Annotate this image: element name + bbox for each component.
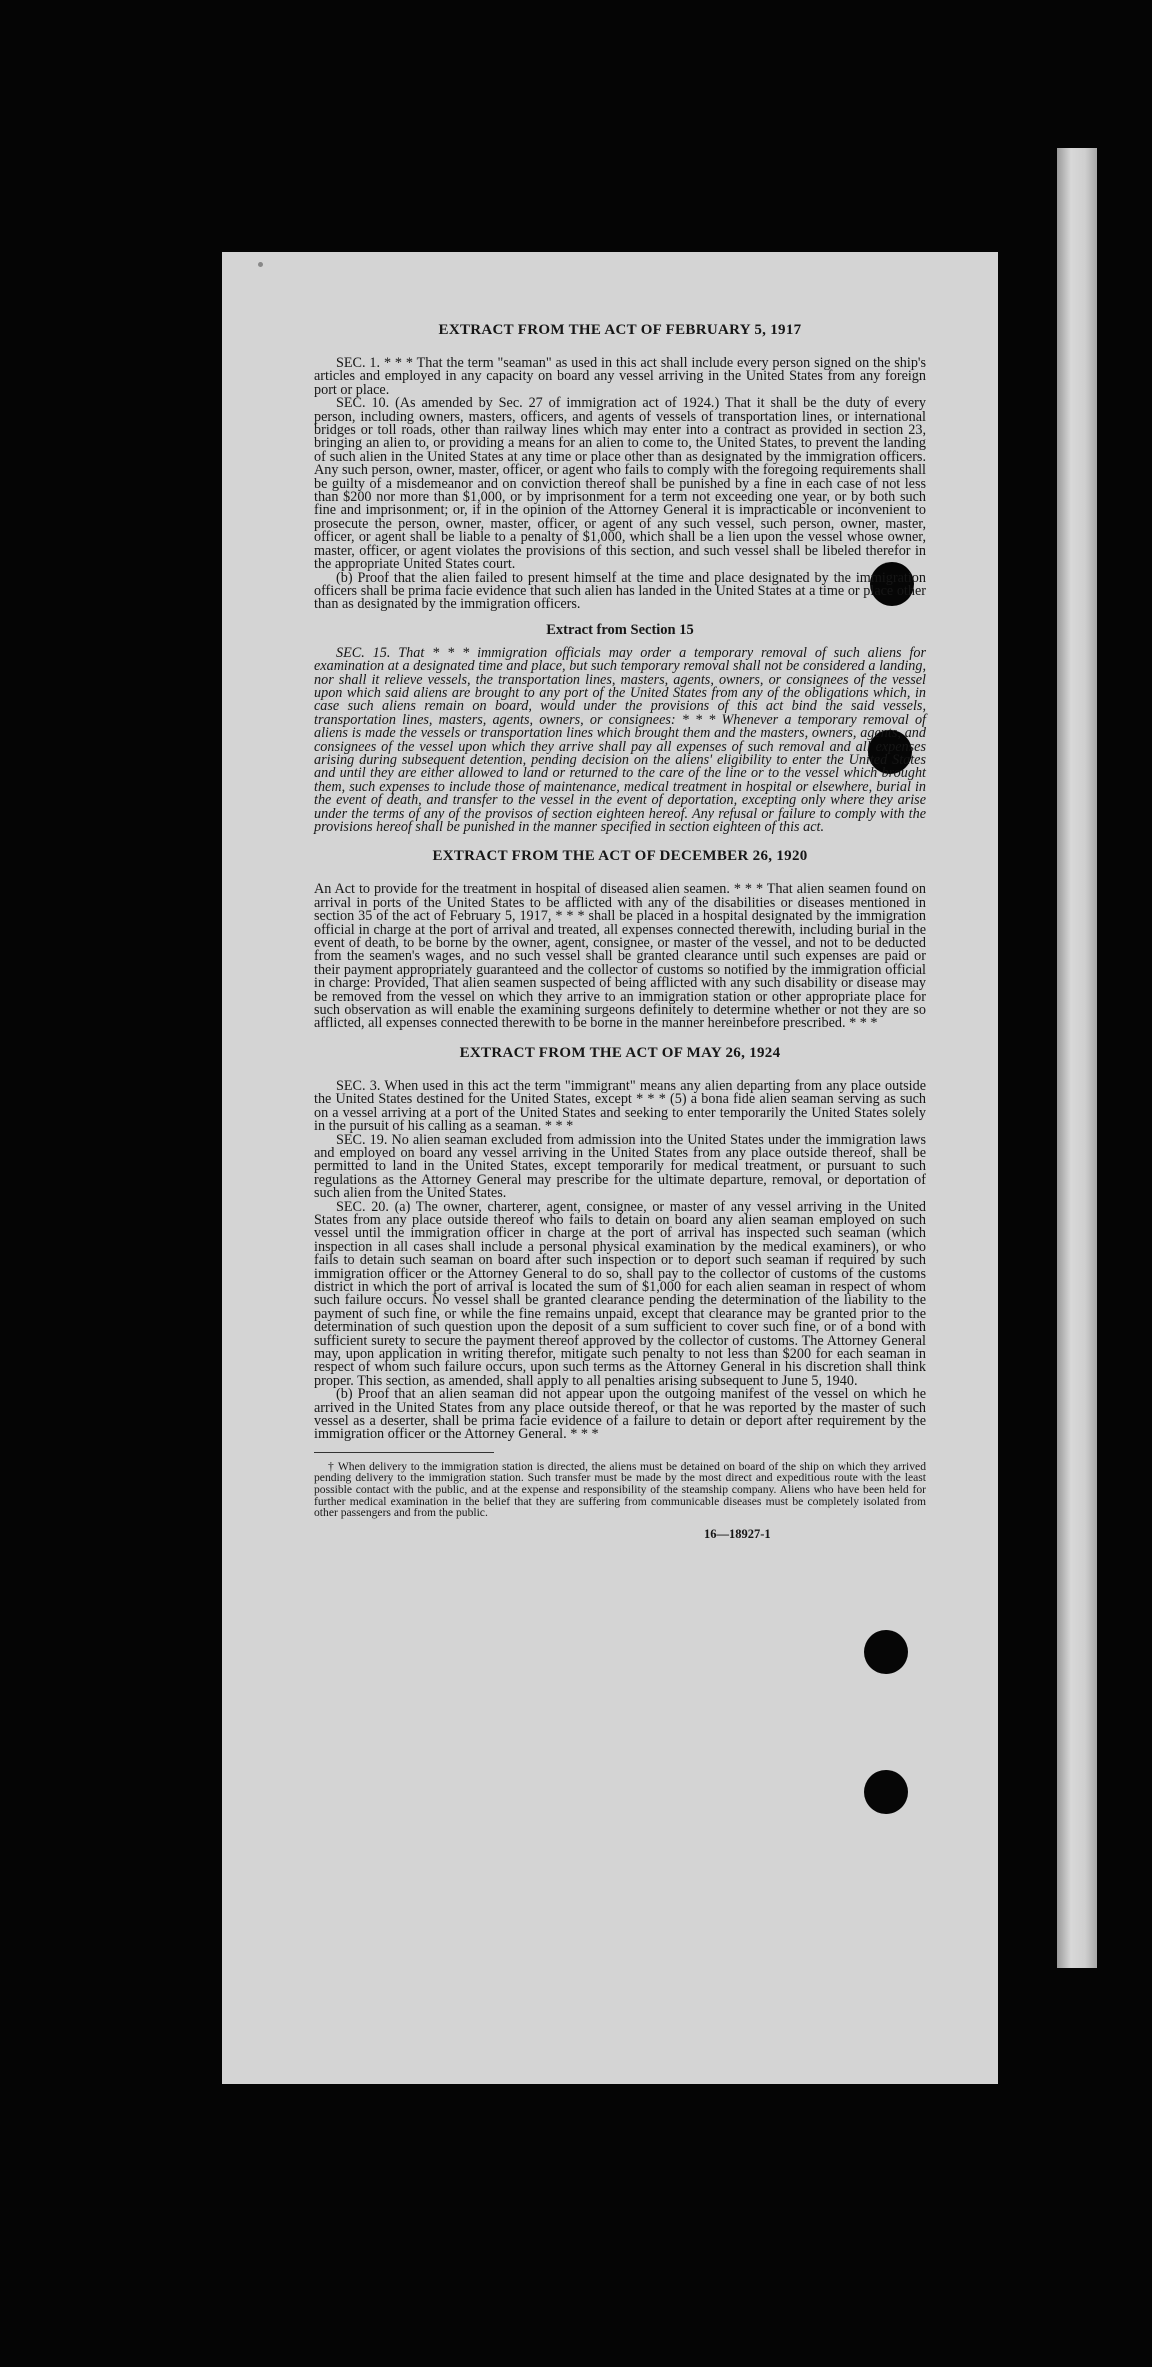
section-3: SEC. 3. When used in this act the term "immigrant" means any alien departing from any place outside the United States destined for the United States, except * * * (5) a bona fide alien seaman serving as such on a vessel arriving at a port of the United States and seeking to enter temporarily the United States solely in the pursuit of his calling as a seaman. * * * bbox=[314, 1077, 926, 1135]
footnote-rule bbox=[314, 1452, 494, 1453]
section-20b: (b) Proof that an alien seaman did not appear upon the outgoing manifest of the vessel on which he arrived in the United States from any place outside thereof, or that he was reported by the master of such vessel as a deserter, shall be prima facie evidence of a failure to detain or deport after requirement by the immigration officer or the Attorney General. * * * bbox=[314, 1386, 926, 1443]
heading-act-1924: EXTRACT FROM THE ACT OF MAY 26, 1924 bbox=[459, 1044, 781, 1061]
document-text bbox=[314, 322, 926, 1542]
section-15: SEC. 15. That * * * immigration officials may order a temporary removal of such aliens for examination at a designated time and place, but such temporary removal shall not be considered a landing, nor shall it relieve vessels, the transportation lines, masters, agents, owners, or consignees of the vessel upon which said aliens are brought to any port of the United States from any of the obligations which, in case such aliens remain on board, would under the provisions of this act bind the said vessels, transportation lines, masters, agents, owners, or consignees: * * * Whenever a temporary removal of aliens is made the vessels or transportation lines which brought them and the masters, owners, agents, and consignees of the vessel upon which they arrive shall pay all expenses of such removal and all expenses arising during subsequent detention, pending decision on the aliens' eligibility to enter the United States and until they are either allowed to land or returned to the care of the line or to the vessel which brought them, such expenses to include those of maintenance, medical treatment in hospital or elsewhere, burial in the event of death, and transfer to the vessel in the event of deportation, excepting only where they arise under the terms of any of the provisos of section eighteen hereof. Any refusal or failure to comply with the provisions hereof shall be punished in the manner specified in section eighteen of this act. bbox=[314, 644, 926, 835]
heading-act-1917: EXTRACT FROM THE ACT OF FEBRUARY 5, 1917 bbox=[438, 322, 802, 338]
heading-act-1920: EXTRACT FROM THE ACT OF DECEMBER 26, 1920 bbox=[432, 848, 808, 865]
speck bbox=[258, 262, 263, 267]
section-10: SEC. 10. (As amended by Sec. 27 of immigration act of 1924.) That it shall be the duty of every person, including owners, masters, officers, and agents of vessels of transportation lines, or international bridges or toll roads, other than railway lines which may enter into a contract as provided in section 23, bringing an alien to, or providing a means for an alien to come to, the United States, to prevent the landing of such alien in the United States at any time or place other than as designated by the immigration officers. Any such person, owner, master, officer, or agent who fails to comply with the foregoing requirements shall be guilty of a misdemeanor and on conviction thereof shall be punished by a fine in each case of not less than $200 nor more than $1,000, or by imprisonment for a term not exceeding one year, or by both such fine and imprisonment; or, if in the opinion of the Attorney General it is impracticable or inconvenient to prosecute the person, owner, master, officer, or agent of any such vessel, such person, owner, master, officer, or agent shall be liable to a penalty of $1,000, which shall be a lien upon the vessel whose owner, master, officer, or agent violates the provisions of this section, and such vessel shall be libeled therefor in the appropriate United States court. bbox=[314, 395, 926, 573]
punch-hole-4 bbox=[864, 1770, 908, 1814]
document-page bbox=[222, 252, 998, 2084]
section-10b: (b) Proof that the alien failed to present himself at the time and place designated by the immigration officers shall be prima facie evidence that such alien has landed in the United States at a time or place other than as designated by the immigration officers. bbox=[314, 569, 926, 613]
section-1: SEC. 1. * * * That the term "seaman" as used in this act shall include every person signed on the ship's articles and employed in any capacity on board any vessel arriving in the United States from any foreign port or place. bbox=[314, 355, 926, 398]
act-1920-text: An Act to provide for the treatment in hospital of diseased alien seamen. * * * That alien seamen found on arrival in ports of the United States to be afflicted with any of the disabilities or diseases mentioned in section 35 of the act of February 5, 1917, * * * shall be placed in a hospital designated by the immigration official in charge at the port of arrival and treated, all expenses connected therewith, including burial in the event of death, to be borne by the owner, agent, consignee, or master of the vessel, and not to be deducted from the seamen's wages, and no such vessel shall be granted clearance until such expenses are paid or their payment appropriately guaranteed and the collector of customs so notified by the immigration official in charge: Provided, That alien seamen suspected of being afflicted with any such disability or disease may be removed from the vessel on which they arrive to an immigration station or other appropriate place for such observation as will enable the examining surgeons definitely to determine whether or not they are so afflicted, all expenses connected therewith to be borne in the manner hereinbefore prescribed. * * * bbox=[314, 881, 926, 1032]
form-code: 16—18927-1 bbox=[704, 1526, 771, 1541]
section-20: SEC. 20. (a) The owner, charterer, agent, consignee, or master of any vessel arriving in the United States from any place outside thereof who fails to detain on board any alien seaman employed on such vessel until the immigration officer in charge at the port of arrival has inspected such seaman (which inspection in all cases shall include a personal physical examination by the medical examiners), or who fails to detain such seaman on board after such inspection or to deport such seaman if required by such immigration officer or the Attorney General to do so, shall pay to the collector of customs of the customs district in which the port of arrival is located the sum of $1,000 for each alien seaman in respect of whom such failure occurs. No vessel shall be granted clearance pending the determination of the liability to the payment of such fine, or while the fine remains unpaid, except that clearance may be granted prior to the determination of such question upon the deposit of a sum sufficient to cover such fine, or of a bond with sufficient surety to secure the payment thereof approved by the collector of customs. The Attorney General may, upon application in writing therefor, mitigate such penalty to not less than $200 for each seaman in respect of whom such failure occurs, upon such terms as the Attorney General in his discretion shall think proper. This section, as amended, shall apply to all penalties arising subsequent to June 5, 1940. bbox=[314, 1198, 926, 1389]
punch-hole-3 bbox=[864, 1630, 908, 1674]
footnote: † When delivery to the immigration station is directed, the aliens must be detained on board of the ship on which they arrived pending delivery to the immigration station. Such transfer must be made by the most direct and expeditious route with the least possible contact with the public, and at the expense and responsibility of the steamship company. Aliens who have been held for further medical examination in the belief that they are suffering from communicable diseases must be completely isolated from other passengers and from the public. bbox=[314, 1459, 926, 1520]
heading-section-15: Extract from Section 15 bbox=[546, 621, 694, 638]
adjacent-paper-strip bbox=[1057, 148, 1097, 1968]
section-19: SEC. 19. No alien seaman excluded from admission into the United States under the immigration laws and employed on board any vessel arriving in the United States from any place outside thereof, shall be permitted to land in the United States, except temporarily for medical treatment, or pursuant to such regulations as the Attorney General may prescribe for the ultimate departure, removal, or deportation of such alien from the United States. bbox=[314, 1131, 926, 1202]
